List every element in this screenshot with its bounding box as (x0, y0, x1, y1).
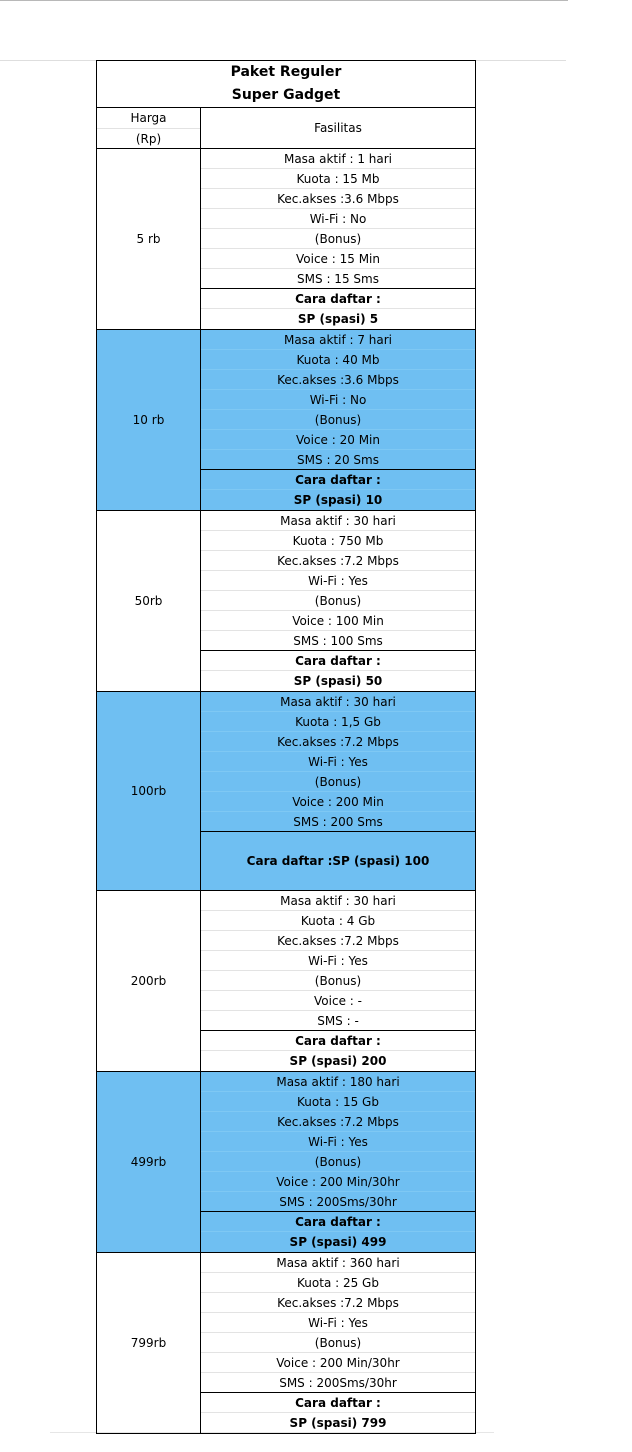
package-price: 100rb (97, 692, 201, 890)
registration-code: SP (spasi) 50 (293, 674, 383, 688)
facility-item: Masa aktif : 30 hari (201, 891, 475, 911)
registration-code: SP (spasi) 499 (289, 1235, 387, 1249)
registration-instruction: Cara daftar :SP (spasi) 100 (246, 854, 430, 868)
facility-item: SMS : 200Sms/30hr (201, 1373, 475, 1393)
package-price: 799rb (97, 1253, 201, 1433)
facility-item: Masa aktif : 30 hari (201, 511, 475, 531)
title-line-1: Paket Reguler (230, 64, 342, 80)
package-price: 5 rb (97, 149, 201, 329)
package-facilities (201, 330, 475, 510)
facility-item: Kuota : 750 Mb (201, 531, 475, 551)
facility-item: Kec.akses :3.6 Mbps (201, 189, 475, 209)
facility-item: Kuota : 1,5 Gb (201, 712, 475, 732)
facility-item: SMS : - (201, 1011, 475, 1031)
facility-item: Wi-Fi : Yes (201, 951, 475, 971)
package-facilities (201, 1072, 475, 1252)
registration-label: Cara daftar : (201, 1393, 475, 1413)
facility-item: Voice : 20 Min (201, 430, 475, 450)
gridline-right (476, 60, 566, 61)
package-facilities (201, 692, 475, 890)
facility-item: (Bonus) (201, 410, 475, 430)
package-rows (97, 149, 475, 1434)
facility-item: SMS : 200 Sms (201, 812, 475, 832)
facility-item: (Bonus) (201, 1333, 475, 1353)
facility-item: SMS : 15 Sms (201, 269, 475, 289)
package-price: 499rb (97, 1072, 201, 1252)
facility-item: Kec.akses :7.2 Mbps (201, 551, 475, 571)
package-facilities (201, 891, 475, 1071)
registration-label: Cara daftar : (201, 470, 475, 490)
table-header (97, 108, 475, 149)
facility-item: Wi-Fi : Yes (201, 1313, 475, 1333)
facility-item: Voice : 100 Min (201, 611, 475, 631)
registration-code: SP (spasi) 799 (289, 1416, 387, 1430)
registration-label: Cara daftar : (201, 289, 475, 309)
facility-item: Kuota : 15 Gb (201, 1092, 475, 1112)
facility-item: Wi-Fi : Yes (201, 752, 475, 772)
package-table (96, 60, 476, 1434)
facility-item: Masa aktif : 7 hari (201, 330, 475, 350)
table-title (97, 60, 475, 108)
facility-item: Kec.akses :7.2 Mbps (201, 1112, 475, 1132)
facility-item: Kec.akses :7.2 Mbps (201, 931, 475, 951)
facility-item: Kuota : 15 Mb (201, 169, 475, 189)
package-row (97, 149, 475, 330)
facility-item: Kuota : 4 Gb (201, 911, 475, 931)
header-harga-line-2: (Rp) (135, 132, 162, 146)
facility-item: Voice : 200 Min/30hr (201, 1172, 475, 1192)
facility-item: Voice : 15 Min (201, 249, 475, 269)
header-harga (97, 108, 201, 148)
facility-item: Wi-Fi : Yes (201, 1132, 475, 1152)
facility-item: (Bonus) (201, 971, 475, 991)
facility-item: Voice : - (201, 991, 475, 1011)
package-row (97, 692, 475, 891)
facility-item: SMS : 200Sms/30hr (201, 1192, 475, 1212)
package-row (97, 330, 475, 511)
facility-item: Masa aktif : 180 hari (201, 1072, 475, 1092)
facility-item: Wi-Fi : No (201, 209, 475, 229)
package-price: 50rb (97, 511, 201, 691)
facility-item: Wi-Fi : Yes (201, 571, 475, 591)
registration-label: Cara daftar : (201, 651, 475, 671)
facility-item: Voice : 200 Min/30hr (201, 1353, 475, 1373)
facility-item: Masa aktif : 360 hari (201, 1253, 475, 1273)
package-row (97, 1072, 475, 1253)
registration-code: SP (spasi) 10 (293, 493, 383, 507)
facility-item: Kuota : 40 Mb (201, 350, 475, 370)
header-harga-line-1: Harga (97, 108, 200, 129)
facility-item: Kec.akses :7.2 Mbps (201, 732, 475, 752)
package-price: 200rb (97, 891, 201, 1071)
gridline-left (0, 60, 98, 61)
facility-item: Kec.akses :3.6 Mbps (201, 370, 475, 390)
header-fasilitas: Fasilitas (314, 121, 362, 135)
facility-item: Masa aktif : 1 hari (201, 149, 475, 169)
package-facilities (201, 511, 475, 691)
facility-item: (Bonus) (201, 229, 475, 249)
facility-item: Kuota : 25 Gb (201, 1273, 475, 1293)
facility-item: Wi-Fi : No (201, 390, 475, 410)
facility-item: (Bonus) (201, 591, 475, 611)
top-divider (0, 0, 568, 1)
facility-item: Masa aktif : 30 hari (201, 692, 475, 712)
facility-item: SMS : 100 Sms (201, 631, 475, 651)
facility-item: Kec.akses :7.2 Mbps (201, 1293, 475, 1313)
registration-code: SP (spasi) 200 (289, 1054, 387, 1068)
package-facilities (201, 1253, 475, 1433)
package-row (97, 891, 475, 1072)
package-price: 10 rb (97, 330, 201, 510)
package-row (97, 511, 475, 692)
registration-label: Cara daftar : (201, 1031, 475, 1051)
package-facilities (201, 149, 475, 329)
package-row (97, 1253, 475, 1434)
registration-code: SP (spasi) 5 (297, 312, 379, 326)
facility-item: SMS : 20 Sms (201, 450, 475, 470)
registration-label: Cara daftar : (201, 1212, 475, 1232)
facility-item: (Bonus) (201, 772, 475, 792)
facility-item: (Bonus) (201, 1152, 475, 1172)
title-line-2: Super Gadget (231, 87, 341, 103)
facility-item: Voice : 200 Min (201, 792, 475, 812)
